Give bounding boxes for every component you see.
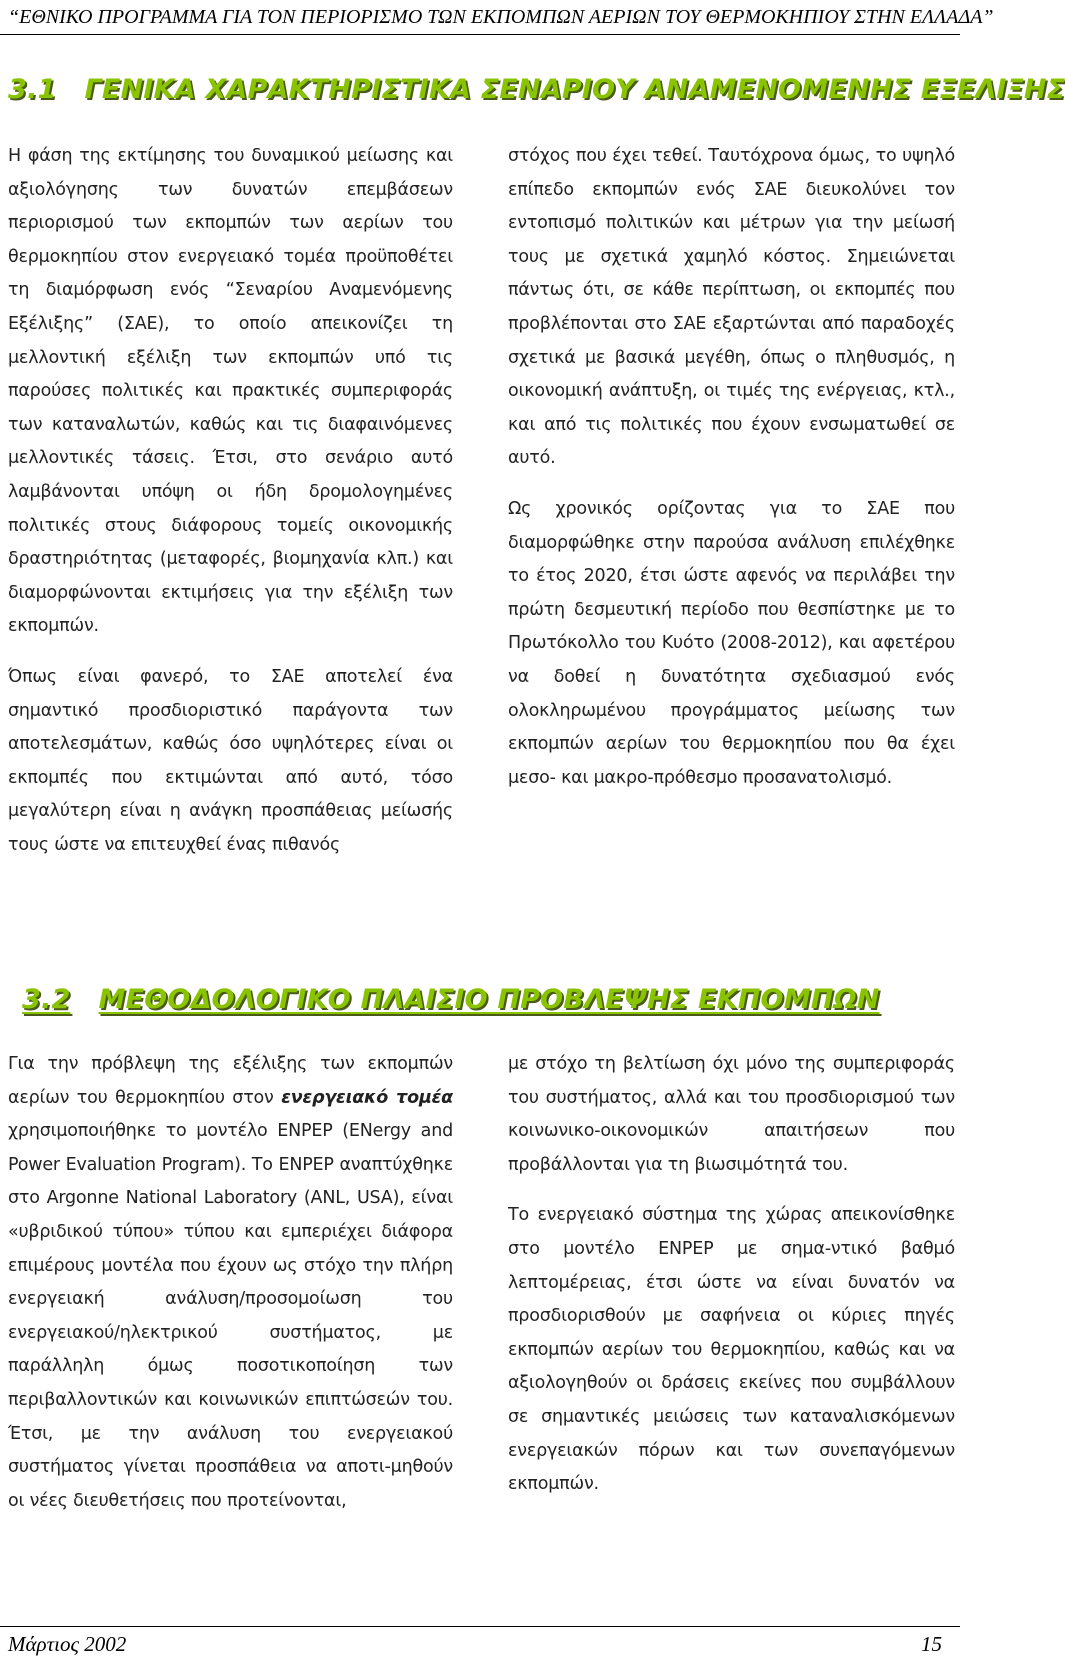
paragraph: Η φάση της εκτίμησης του δυναμικού μείωσης και αξιολόγησης των δυνατών επεμβάσεων περιορισμού των εκπομπών των αερίων του θερμοκηπίου στον ενεργειακό τομέα προϋποθέτει τη διαμόρφωση ενός “Σεναρίου Αναμενόμενης Εξέλιξης” (ΣΑΕ), το οποίο απεικονίζει τη μελλοντική εξέλιξη των εκπομπών υπό τις παρούσες πολιτικές και πρακτικές συμπεριφοράς των καταναλωτών, καθώς και τις διαφαινόμενες μελλοντικές τάσεις. Έτσι, στο σενάριο αυτό λαμβάνονται υπόψη οι ήδη δρομολογημένες πολιτικές στους διάφορους τομείς οικονομικής δραστηριότητας (μεταφορές, βιομηχανία κλπ.) και διαμορφώνονται εκτιμήσεις για την εξέλιξη των εκπομπών. (8, 146, 453, 637)
paragraph: Ως χρονικός ορίζοντας για το ΣΑΕ που διαμορφώθηκε στην παρούσα ανάλυση επιλέχθηκε το έτος 2020, έτσι ώστε αφενός να περιλάβει την πρώτη δεσμευτική περίοδο που θεσπίστηκε με το Πρωτόκολλο του Κυότο (2008-2012), και αφετέρου να δοθεί η δυνατότητα σχεδιασμού ενός ολοκληρωμένου προγράμματος μείωσης των εκπομπών αερίων του θερμοκηπίου που θα έχει μεσο- και μακρο-πρόθεσμο προσανατολισμό. (508, 498, 955, 788)
page-number: 15 (921, 1632, 942, 1656)
page-header (0, 0, 994, 40)
paragraph (8, 1048, 453, 1518)
footer-date: Μάρτιος 2002 (8, 1632, 127, 1656)
paragraph: με στόχο τη βελτίωση όχι μόνο της συμπεριφοράς του συστήματος, αλλά και του προσδιορισμού των κοινωνικο-οικονομικών απαιτήσεων που προβάλλονται για τη βιωσιμότητά του. (508, 1054, 955, 1175)
section2-right-column (508, 1048, 955, 1519)
section-title: ΜΕΘΟΔΟΛΟΓΙΚΟ ΠΛΑΙΣΙΟ ΠΡΟΒΛΕΨΗΣ ΕΚΠΟΜΠΩΝ (98, 984, 880, 1015)
section2-left-column (8, 1048, 453, 1535)
section1-left-column (8, 140, 453, 879)
paragraph-intro: Για την πρόβλεψη της εξέλιξης των εκπομπών αερίων του θερμοκηπίου στον (8, 1054, 453, 1108)
paragraph-rest: χρησιμοποιήθηκε το μοντέλο ENPEP (ENergy and Power Evaluation Program). Το ENPEP αναπτύχθηκε στο Argonne National Laboratory (ANL, USA), είναι «υβριδικού τύπου» τύπου και εμπεριέχει διάφορα επιμέρους μοντέλα που έχουν ως στόχο την πλήρη ενεργειακή ανάλυση/προσομοίωση του ενεργειακού/ηλεκτρικού συστήματος, με παράλληλη όμως ποσοτικοποίηση των περιβαλλοντικών και κοινωνικών επιπτώσεών του. Έτσι, με την ανάλυση του ενεργειακού συστήματος γίνεται προσπάθεια να αποτι-μηθούν οι νέες διευθετήσεις που προτείνονται, (8, 1121, 453, 1511)
section-heading-3-1 (8, 74, 1065, 105)
paragraph: στόχος που έχει τεθεί. Ταυτόχρονα όμως, το υψηλό επίπεδο εκπομπών ενός ΣΑΕ διευκολύνει τον εντοπισμό πολιτικών και μέτρων για την μείωσή τους με σχετικά χαμηλό κόστος. Σημειώνεται πάντως ότι, σε κάθε περίπτωση, οι εκπομπές που προβλέπονται στο ΣΑΕ εξαρτώνται από παραδοχές σχετικά με βασικά μεγέθη, όπως ο πληθυσμός, η οικονομική ανάπτυξη, οι τιμές της ενέργειας, κτλ., και από τις πολιτικές που έχουν ενσωματωθεί σε αυτό. (508, 146, 955, 469)
paragraph: Όπως είναι φανερό, το ΣΑΕ αποτελεί ένα σημαντικό προσδιοριστικό παράγοντα των αποτελεσμάτων, καθώς όσο υψηλότερες είναι οι εκπομπές που εκτιμώνται από αυτό, τόσο μεγαλύτερη είναι η ανάγκη προσπάθειας μείωσής τους ώστε να επιτευχθεί ένας πιθανός (8, 666, 453, 855)
footer-divider (0, 1626, 960, 1627)
paragraph: Το ενεργειακό σύστημα της χώρας απεικονίσθηκε στο μοντέλο ENPEP με σημα-ντικό βαθμό λεπτομέρειας, έτσι ώστε να είναι δυνατόν να προσδιορισθούν με σαφήνεια οι κύριες πηγές εκπομπών αερίων του θερμοκηπίου, καθώς και να αξιολογηθούν οι δράσεις εκείνες που συμβάλλουν σε σημαντικές μειώσεις των καταναλισκόμενων ενεργειακών πόρων και των συνεπαγόμενων εκπομπών. (508, 1205, 955, 1495)
section-number: 3.1 (8, 74, 57, 105)
page-footer (0, 1626, 960, 1666)
header-title: “ΕΘΝΙΚΟ ΠΡΟΓΡΑΜΜΑ ΓΙΑ ΤΟΝ ΠΕΡΙΟΡΙΣΜΟ ΤΩΝ ΕΚΠΟΜΠΩΝ ΑΕΡΙΩΝ ΤΟΥ ΘΕΡΜΟΚΗΠΙΟΥ ΣΤΗΝ ΕΛΛΑΔΑ” (8, 6, 994, 28)
section-heading-3-2 (22, 984, 880, 1015)
section-title: ΓΕΝΙΚΑ ΧΑΡΑΚΤΗΡΙΣΤΙΚΑ ΣΕΝΑΡΙΟΥ ΑΝΑΜΕΝΟΜΕΝΗΣ ΕΞΕΛΙΞΗΣ (84, 74, 1065, 105)
header-divider (0, 34, 960, 35)
emphasized-term: ενεργειακό τομέα (281, 1087, 453, 1108)
section-number: 3.2 (22, 984, 71, 1015)
section1-right-column (508, 140, 955, 812)
